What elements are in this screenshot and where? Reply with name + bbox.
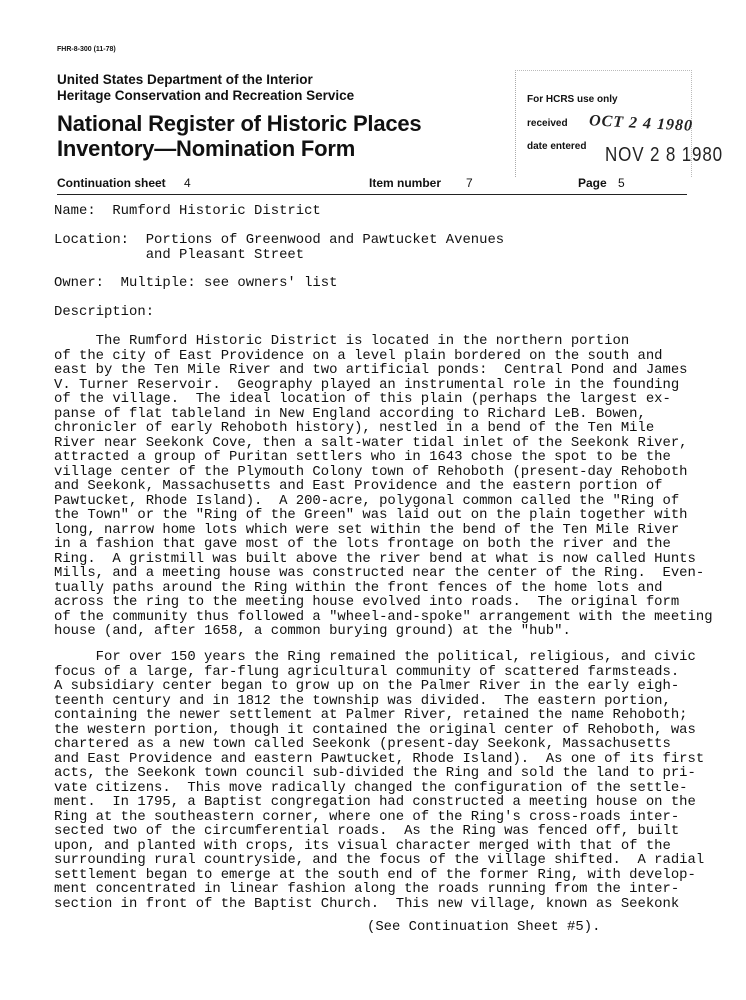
name-field: Name: Rumford Historic District [54, 203, 321, 219]
owner-field: Owner: Multiple: see owners' list [54, 275, 338, 291]
form-title [57, 111, 421, 161]
received-label: received [527, 118, 568, 129]
date-entered-stamp: NOV 2 8 1980 [605, 144, 723, 166]
page-label: Page [578, 176, 607, 190]
form-code: FHR-8-300 (11-78) [57, 46, 116, 53]
form-title-line-1: National Register of Historic Places [57, 111, 422, 136]
agency-heading [57, 72, 354, 104]
received-date-stamp: OCT 2 4 1980 [588, 112, 694, 135]
page-value: 5 [618, 176, 625, 190]
item-number-label: Item number [369, 176, 442, 190]
agency-line-2: Heritage Conservation and Recreation Service [57, 88, 355, 103]
date-entered-label: date entered [527, 141, 587, 152]
item-number-value: 7 [466, 176, 473, 190]
description-paragraph-2: For over 150 years the Ring remained the political, religious, and civic focus of a large, far-flung agricultural community of scattered farmsteads. A subsidiary center began to grow up on the Palmer River in the early eigh- teenth century and in 1812 the township was divided. The eastern portion, containing the newer settlement at Palmer River, retained the name Rehoboth; the western portion, though it contained the original center of Rehoboth, was chartered as a new town called Seekonk (present-day Seekonk, Massachusetts and East Providence and eastern Pawtucket, Rhode Island). As one of its first acts, the Seekonk town council sub-divided the Ring and sold the land to pri- vate citizens. This move radically changed the configuration of the settle- ment. In 1795, a Baptist congregation had constructed a meeting house on the Ring at the southeastern corner, where one of the Ring's cross-roads inter- sected two of the circumferential roads. As the Ring was fenced off, built upon, and planted with crops, its visual character merged with that of the surrounding rural countryside, and the focus of the village shifted. A radial settlement began to emerge at the south end of the former Ring, with develop- ment concentrated in linear fashion along the roads running from the inter- section in front of the Baptist Church. This new village, known as Seekonk [54, 649, 705, 912]
description-label: Description: [54, 304, 155, 320]
continuation-sheet-label: Continuation sheet [57, 176, 166, 190]
continuation-row [57, 176, 687, 195]
agency-line-1: United States Department of the Interior [57, 72, 313, 87]
description-paragraph-1: The Rumford Historic District is located in the northern portion of the city of East Providence on a level plain bordered on the south and east by the Ten Mile River and two artificial ponds: Central Pond and James V. Turner Reservoir. Geography played an instrumental role in the founding of the village. The ideal location of this plain (perhaps the largest ex- panse of flat tableland in New England according to Richard LeB. Bowen, chronicler of early Rehoboth history), nestled in a bend of the Ten Mile River near Seekonk Cove, then a salt-water tidal inlet of the Seekonk River, attracted a group of Puritan settlers who in 1643 chose the spot to be the village center of the Plymouth Colony town of Rehoboth (present-day Rehoboth and Seekonk, Massachusetts and East Providence and the eastern portion of Pawtucket, Rhode Island). A 200-acre, polygonal common called the "Ring of the Town" or the "Ring of the Green" was laid out on the plain together with long, narrow home lots which were set within the bend of the Ten Mile River in a fashion that gave most of the lots frontage on both the river and the Ring. A gristmill was built above the river bend at what is now called Hunts Mills, and a meeting house was constructed near the center of the Ring. Even- tually paths around the Ring within the front fences of the home lots and across the ring to the meeting house evolved into roads. The original form of the community thus followed a "wheel-and-spoke" arrangement with the meeting house (and, after 1658, a common burying ground) at the "hub". [54, 333, 713, 639]
see-continuation-note: (See Continuation Sheet #5). [367, 919, 601, 935]
hcrs-use-label: For HCRS use only [527, 94, 618, 105]
form-title-line-2: Inventory—Nomination Form [57, 136, 356, 161]
continuation-sheet-value: 4 [184, 176, 191, 190]
location-field: Location: Portions of Greenwood and Pawtucket Avenues and Pleasant Street [54, 232, 505, 263]
